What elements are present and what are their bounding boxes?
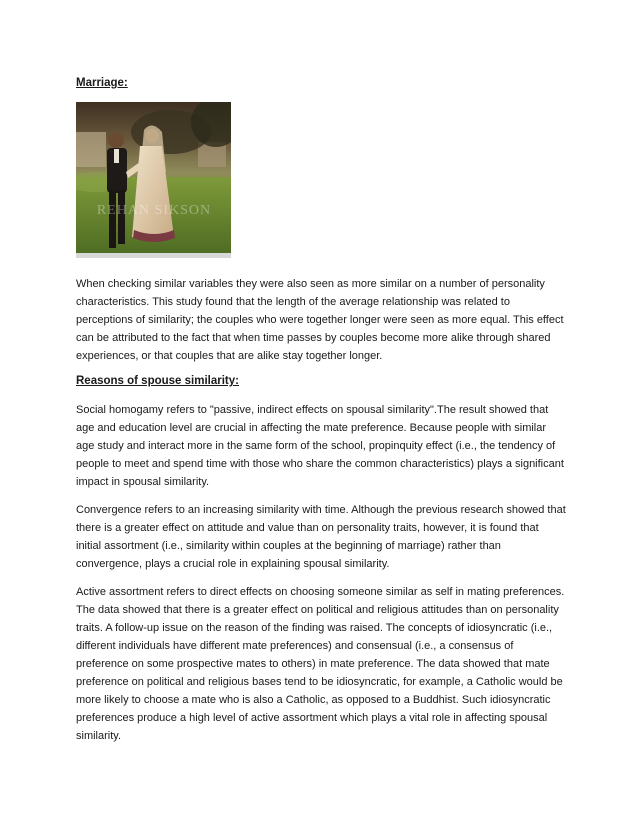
photo-watermark: REHAN SIKSON <box>96 203 212 218</box>
marriage-paragraph: When checking similar variables they were also seen as more similar on a number of personality characteristics. This study found that the length of the average relationship was related to perceptions of similarity; the couples who were together longer were seen as more equal. This effect can be attributed to the fact that when time passes by couples become more alike through shared experiences, or that couples that are alike stay together longer. <box>76 278 564 362</box>
social-homogamy-paragraph: Social homogamy refers to "passive, indirect effects on spousal similarity".The result showed that age and education level are crucial in affecting the mate preference. Because people with similar age study and interact more in the same form of the school, propinquity effect (i.e., the tendency of people to meet and spend time with those who share the common characteristics) plays a significant impact in spousal similarity. <box>76 404 564 488</box>
marriage-heading: Marriage: <box>76 77 128 89</box>
active-assortment-paragraph: Active assortment refers to direct effects on choosing someone similar as self in mating preferences. The data showed that there is a greater effect on political and religious attitudes than on personality traits. A follow-up issue on the reason of the finding was raised. The concepts of idiosyncratic (i.e., different individuals have different mate preferences) and consensual (i.e., a consensus of preference on some prospective mates to others) in mate preference. The data showed that mate preference on political and religious bases tend to be idiosyncratic, for example, a Catholic would be more likely to choose a mate who is also a Catholic, as opposed to a Buddhist. Such idiosyncratic preferences produce a high level of active assortment which plays a vital role in affecting spousal similarity. <box>76 586 565 742</box>
wedding-couple-photo <box>76 102 231 258</box>
convergence-paragraph: Convergence refers to an increasing similarity with time. Although the previous research showed that there is a greater effect on attitude and value than on personality traits, however, it is found that initial assortment (i.e., similarity within couples at the beginning of marriage) rather than convergence, plays a crucial role in explaining spousal similarity. <box>76 504 566 570</box>
reasons-heading: Reasons of spouse similarity: <box>76 375 239 387</box>
